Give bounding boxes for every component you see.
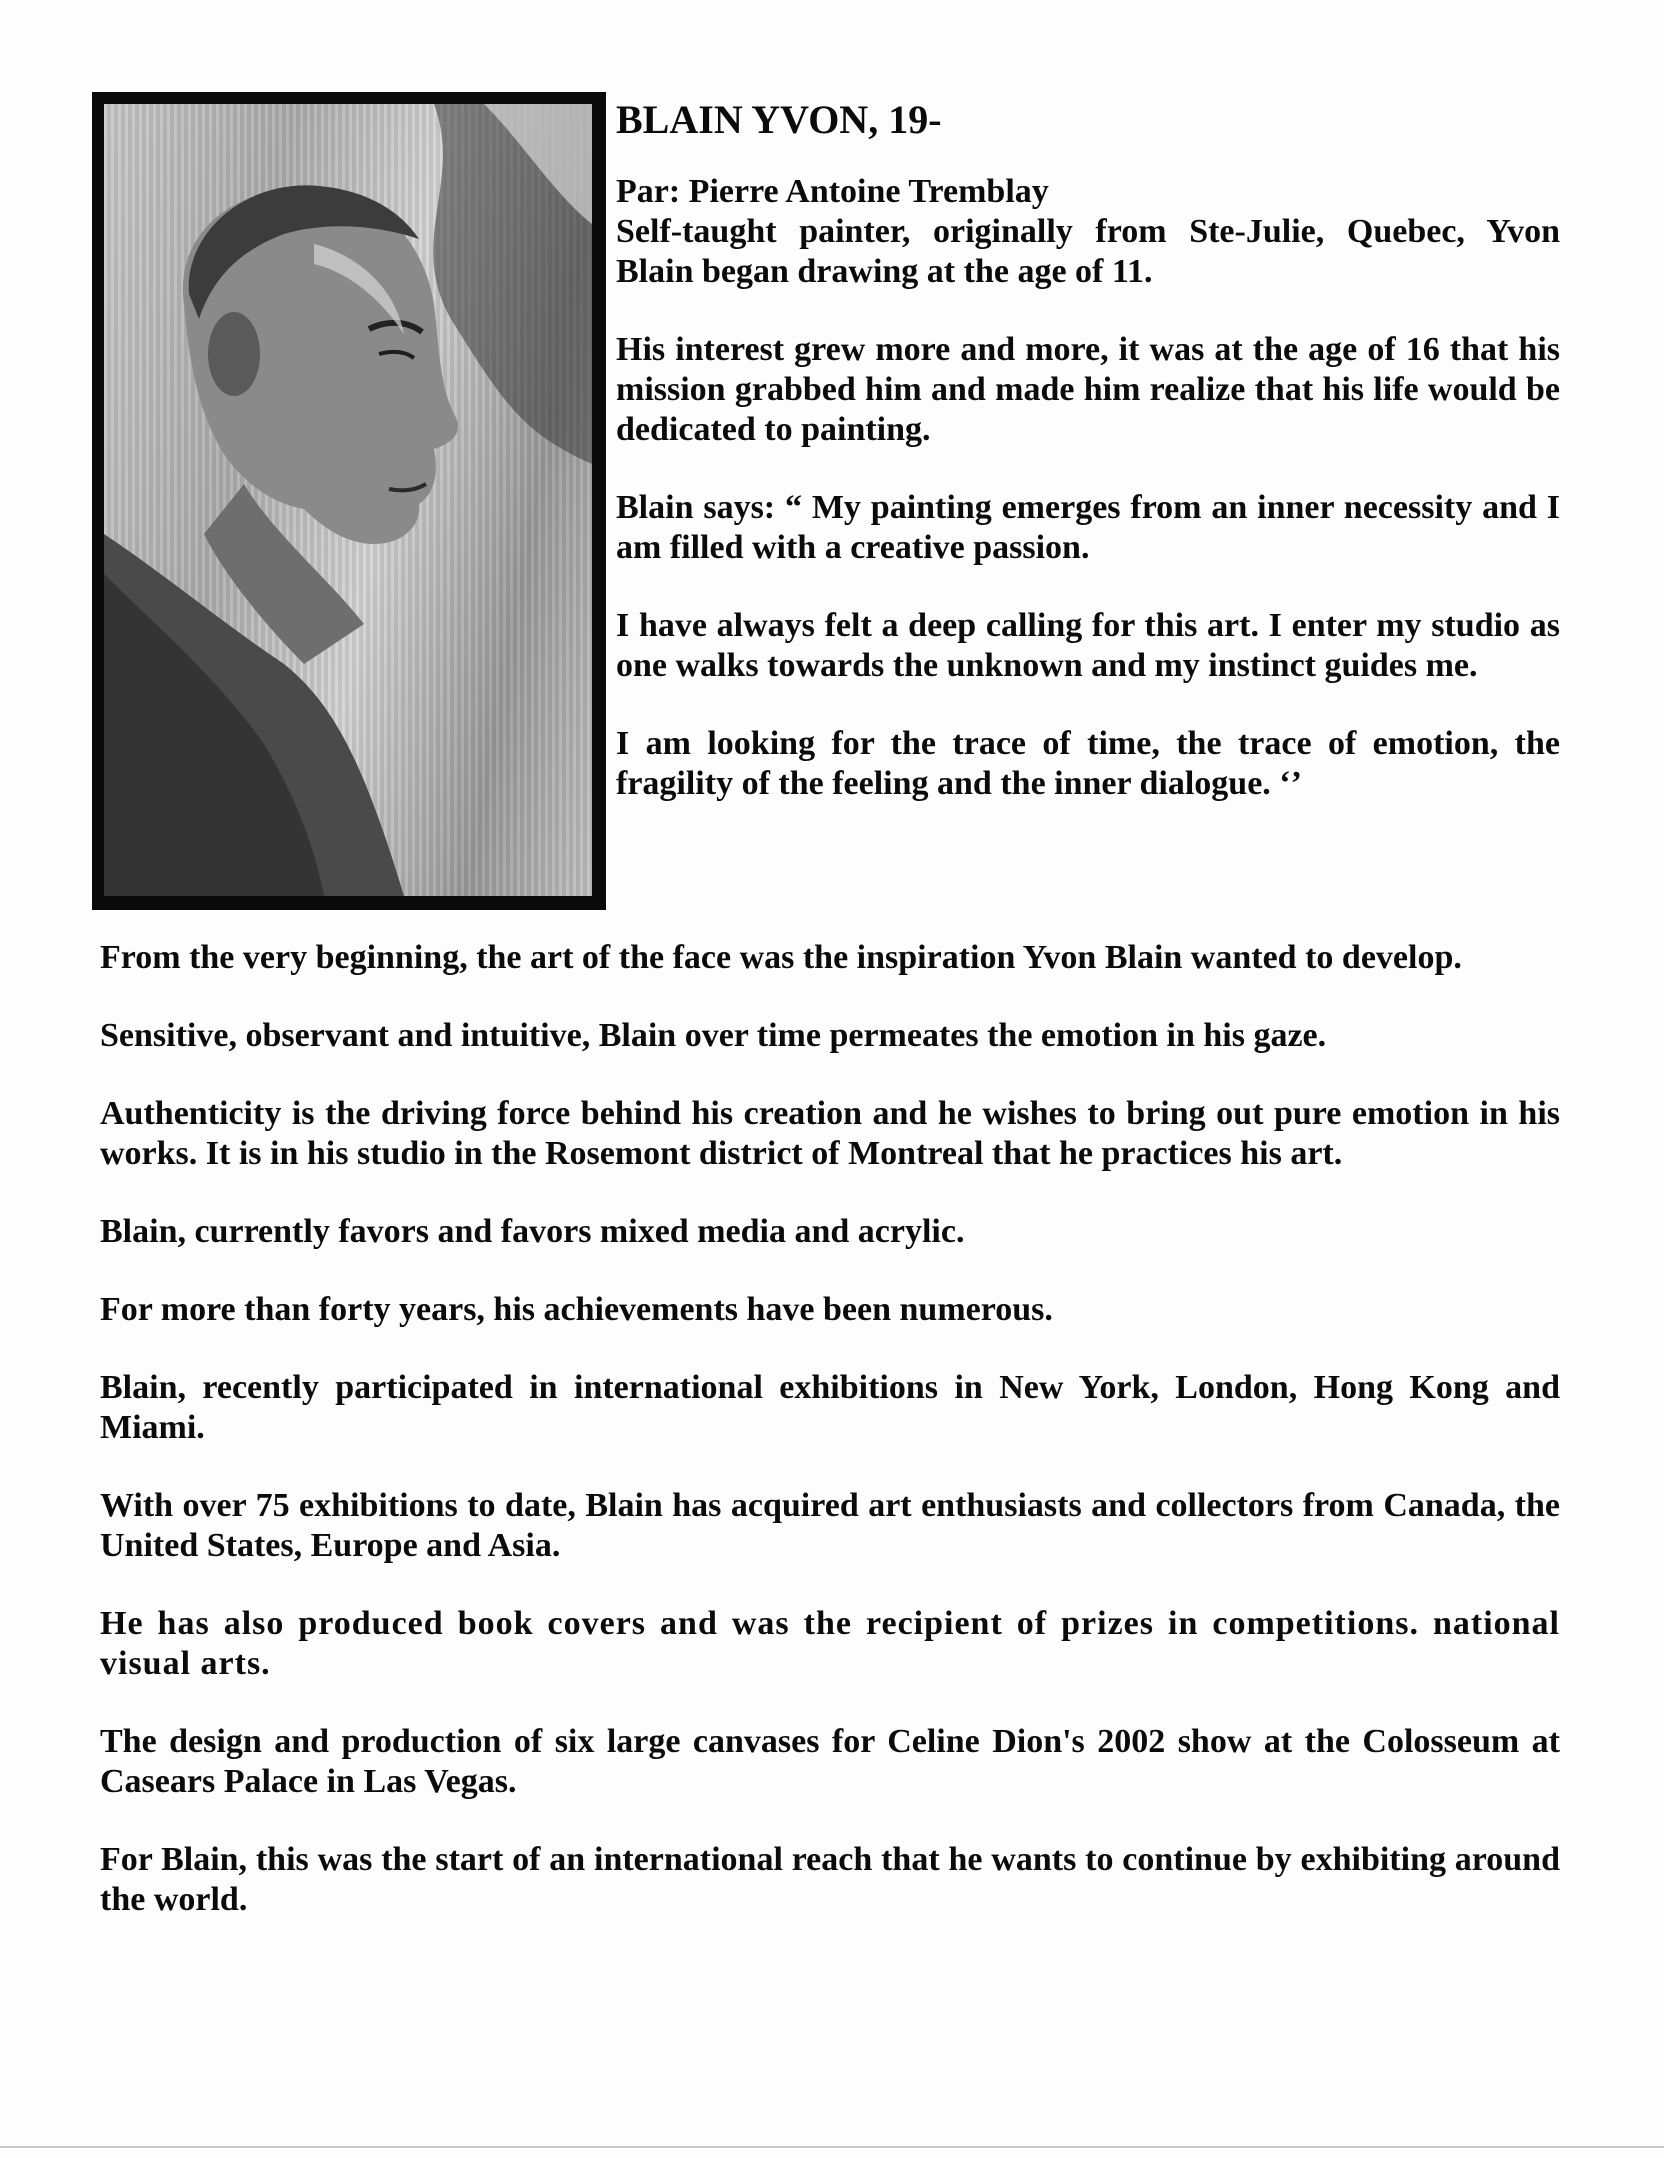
- intro-paragraph-5: I am looking for the trace of time, the trace of emotion, the fragility of the feeling and the inner dialogue. ‘’: [616, 725, 1560, 802]
- body-paragraph-1: From the very beginning, the art of the face was the inspiration Yvon Blain wanted to develop.: [100, 939, 1462, 976]
- body-paragraph-6: Blain, recently participated in international exhibitions in New York, London, Hong Kong and Miami.: [100, 1369, 1560, 1446]
- body-paragraph-5: For more than forty years, his achievements have been numerous.: [100, 1291, 1053, 1328]
- body-paragraph-3: Authenticity is the driving force behind his creation and he wishes to bring out pure emotion in his works. It is in his studio in the Rosemont district of Montreal that he practices his art.: [100, 1095, 1560, 1172]
- intro-paragraph-2: His interest grew more and more, it was at the age of 16 that his mission grabbed him and made him realize that his life would be dedicated to painting.: [616, 331, 1560, 448]
- intro-paragraph-4: I have always felt a deep calling for this art. I enter my studio as one walks towards the unknown and my instinct guides me.: [616, 607, 1560, 684]
- portrait-photo: [92, 92, 606, 910]
- body-paragraph-4: Blain, currently favors and favors mixed media and acrylic.: [100, 1213, 965, 1250]
- portrait-drawing: [104, 104, 592, 896]
- body-paragraph-9: The design and production of six large canvases for Celine Dion's 2002 show at the Colosseum at Casears Palace in Las Vegas.: [100, 1723, 1560, 1800]
- intro-paragraph-3: Blain says: “ My painting emerges from an inner necessity and I am filled with a creative passion.: [616, 489, 1560, 566]
- byline: Par: Pierre Antoine Tremblay: [616, 173, 1049, 210]
- intro-paragraph-1: Self-taught painter, originally from Ste-Julie, Quebec, Yvon Blain began drawing at the age of 11.: [616, 213, 1560, 290]
- body-paragraph-10: For Blain, this was the start of an international reach that he wants to continue by exhibiting around the world.: [100, 1841, 1560, 1918]
- header-and-intro: [616, 96, 1560, 842]
- body-paragraph-2: Sensitive, observant and intuitive, Blain over time permeates the emotion in his gaze.: [100, 1017, 1327, 1054]
- portrait-image: [104, 104, 592, 896]
- body-paragraph-7: With over 75 exhibitions to date, Blain has acquired art enthusiasts and collectors from Canada, the United States, Europe and Asia.: [100, 1487, 1560, 1564]
- page-bottom-divider: [0, 2146, 1664, 2148]
- biography-body: [100, 938, 1560, 1958]
- body-paragraph-8: He has also produced book covers and was the recipient of prizes in competitions. national visual arts.: [100, 1605, 1560, 1682]
- page-title: BLAIN YVON, 19-: [616, 97, 942, 142]
